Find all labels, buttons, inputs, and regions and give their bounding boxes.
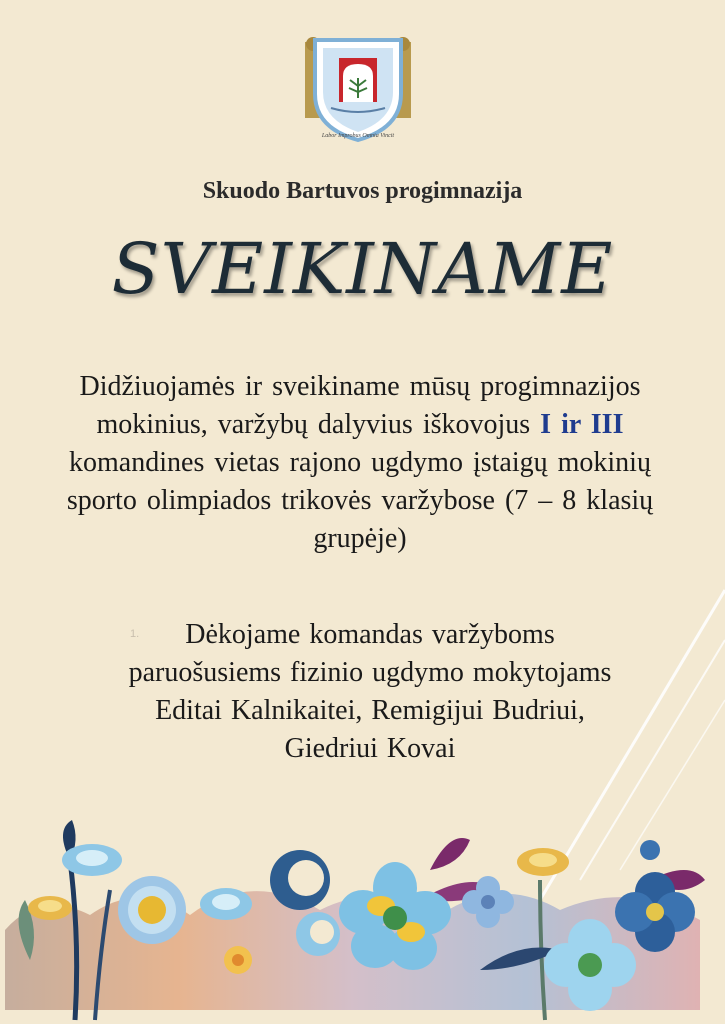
crest-motto: Labor Improbus Omnia Vincit [321, 133, 395, 139]
flower-border-illustration [0, 820, 725, 1024]
message-before: Didžiuojamės ir sveikiname mūsų progimnazijos mokinius, varžybų dalyvius iškovojus [79, 371, 641, 440]
message-after: komandines vietas rajono ugdymo įstaigų mokinių sporto olimpiados trikovės varžybose (7 – 8 klasių grupėje) [66, 447, 654, 554]
school-crest-icon [303, 36, 413, 144]
congratulation-text [55, 368, 665, 558]
school-name: Skuodo Bartuvos progimnazija [202, 178, 523, 204]
list-number: 1. [130, 628, 140, 640]
message-highlight: I ir III [540, 409, 624, 440]
thanks-text: Dėkojame komandas varžyboms paruošusiems fizinio ugdymo mokytojams Editai Kalnikaitei, Remigijui Budriui, Giedriui Kovai [128, 619, 612, 764]
headline: SVEIKINAME [111, 228, 614, 310]
